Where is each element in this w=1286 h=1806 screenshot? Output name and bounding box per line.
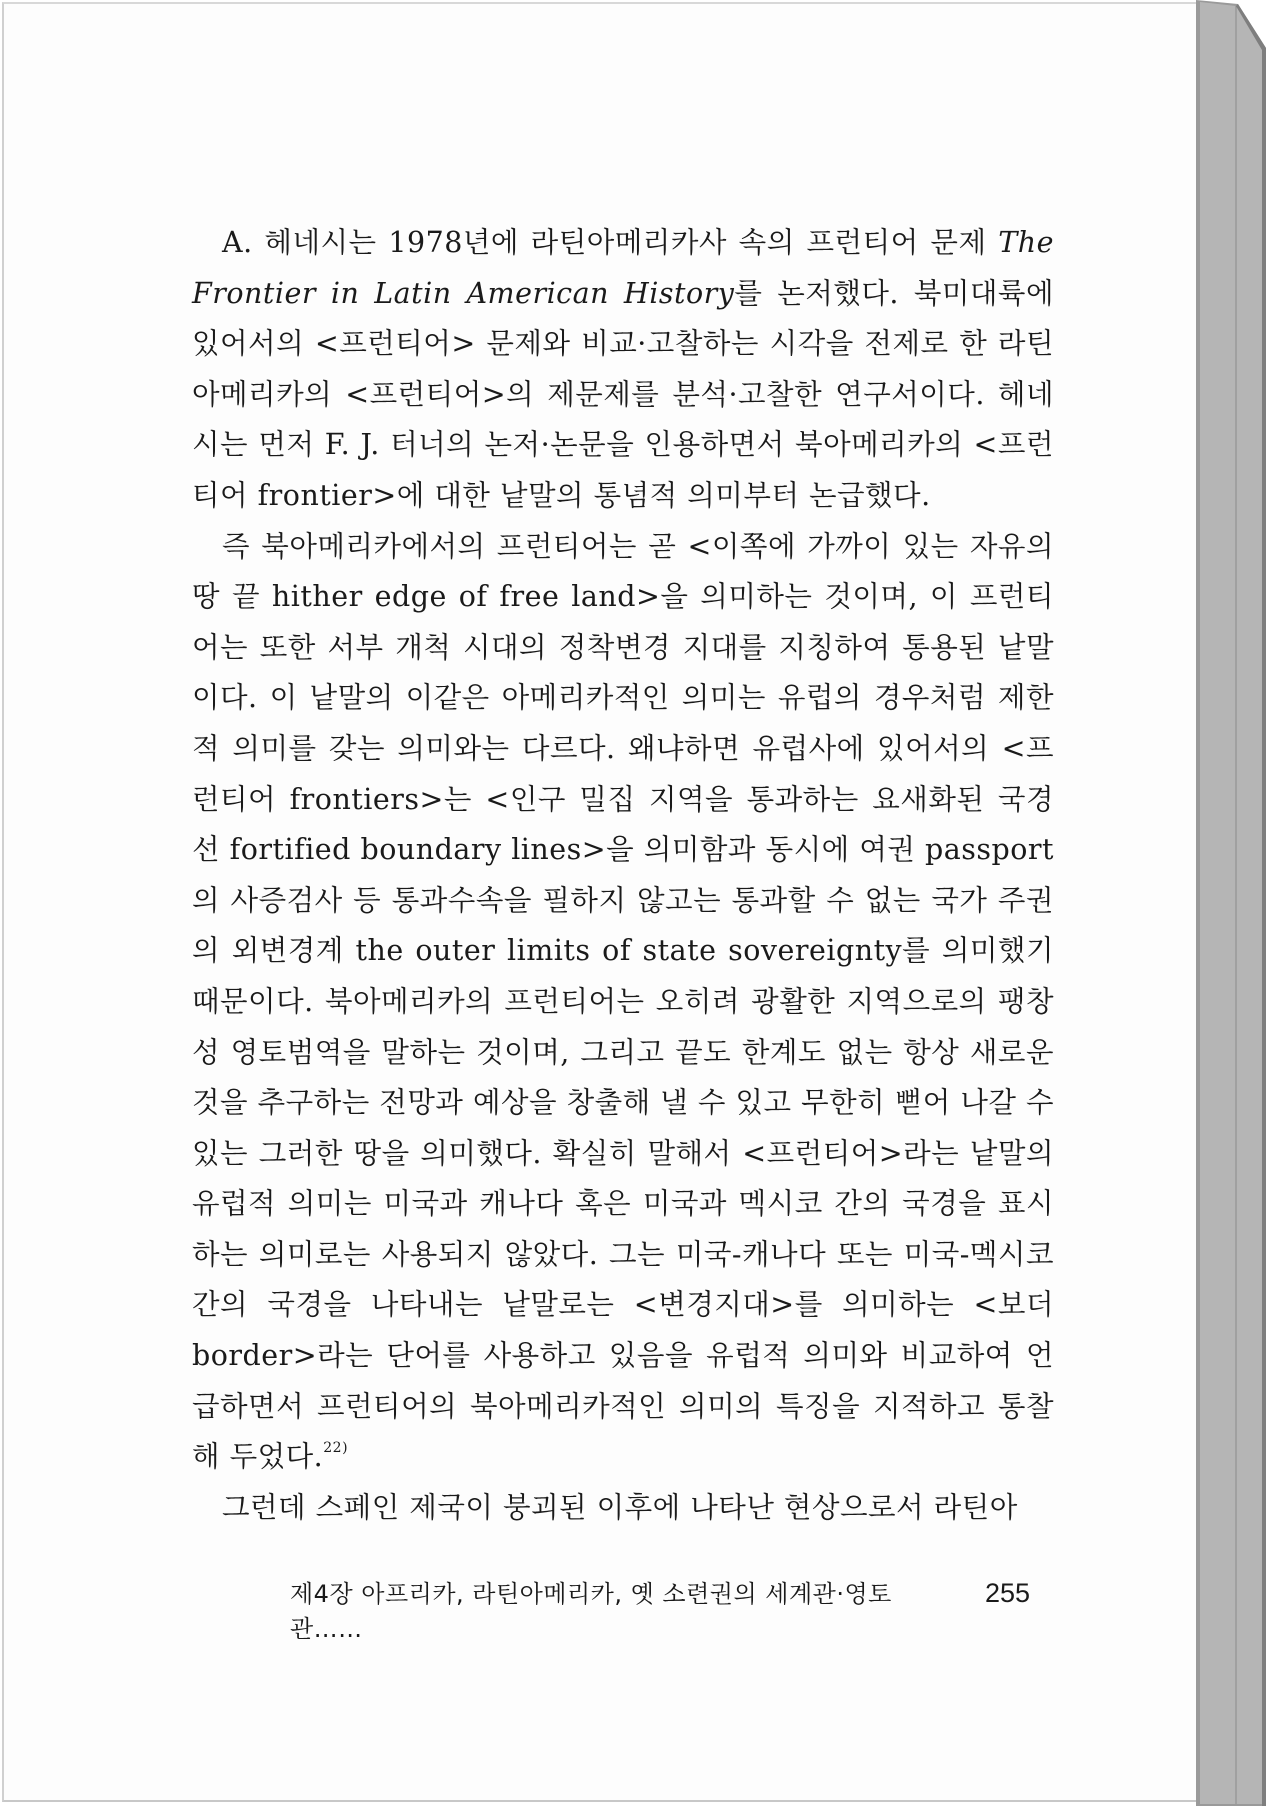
paragraph-1-rest: 를 논저했다. 북미대륙에 있어서의 <프런티어> 문제와 비교·고찰하는 시각을 전제로 한 라틴아메리카의 <프런티어>의 제문제를 분석·고찰한 연구서이다. 헤네시는 먼저 F. J. 터너의 논저·논문을 인용하면서 북아메리카의 <프런티어 frontier>에 대한 낱말의 통념적 의미부터 논급했다. [192, 276, 1054, 512]
page-edge-shadow [1196, 0, 1286, 1806]
paragraph-3 [192, 1483, 1054, 1534]
paragraph-1 [192, 218, 1054, 522]
paragraph-2 [192, 522, 1054, 1483]
body-text [192, 218, 1054, 1533]
footnote-marker: 22) [323, 1440, 349, 1457]
running-footer [290, 1574, 1030, 1644]
paragraph-3-text: 그런데 스페인 제국이 붕괴된 이후에 나타난 현상으로서 라틴아 [222, 1490, 1018, 1524]
book-title: The Frontier in Latin American History [192, 226, 1054, 310]
paragraph-2-text: 즉 북아메리카에서의 프런티어는 곧 <이쪽에 가까이 있는 자유의 땅 끝 hither edge of free land>을 의미하는 것이며, 이 프런티어는 또한 서부 개척 시대의 정착변경 지대를 지칭하여 통용된 낱말이다. 이 낱말의 이같은 아메리카적인 의미는 유럽의 경우처럼 제한적 의미를 갖는 의미와는 다르다. 왜냐하면 유럽사에 있어서의 <프런티어 frontiers>는 <인구 밀집 지역을 통과하는 요새화된 국경선 fortified boundary lines>을 의미함과 동시에 여권 passport의 사증검사 등 통과수속을 필하지 않고는 통과할 수 없는 국가 주권의 외변경계 the outer limits of state sovereignty를 의미했기 때문이다. 북아메리카의 프런티어는 오히려 광활한 지역으로의 팽창성 영토범역을 말하는 것이며, 그리고 끝도 한계도 없는 항상 새로운 것을 추구하는 전망과 예상을 창출해 낼 수 있고 무한히 뻗어 나갈 수 있는 그러한 땅을 의미했다. 확실히 말해서 <프런티어>라는 낱말의 유럽적 의미는 미국과 캐나다 혹은 미국과 멕시코 간의 국경을 표시하는 의미로는 사용되지 않았다. 그는 미국-캐나다 또는 미국-멕시코 간의 국경을 나타내는 낱말로는 <변경지대>를 의미하는 <보더 border>라는 단어를 사용하고 있음을 유럽적 의미와 비교하여 언급하면서 프런티어의 북아메리카적인 의미의 특징을 지적하고 통찰해 두었다. [192, 529, 1054, 1474]
page-number: 255 [984, 1578, 1030, 1608]
chapter-title: 제4장 아프리카, 라틴아메리카, 옛 소련권의 세계관·영토관…… [290, 1580, 892, 1643]
paragraph-1-lead: A. 헤네시는 1978년에 라틴아메리카사 속의 프런티어 문제 [222, 226, 999, 259]
